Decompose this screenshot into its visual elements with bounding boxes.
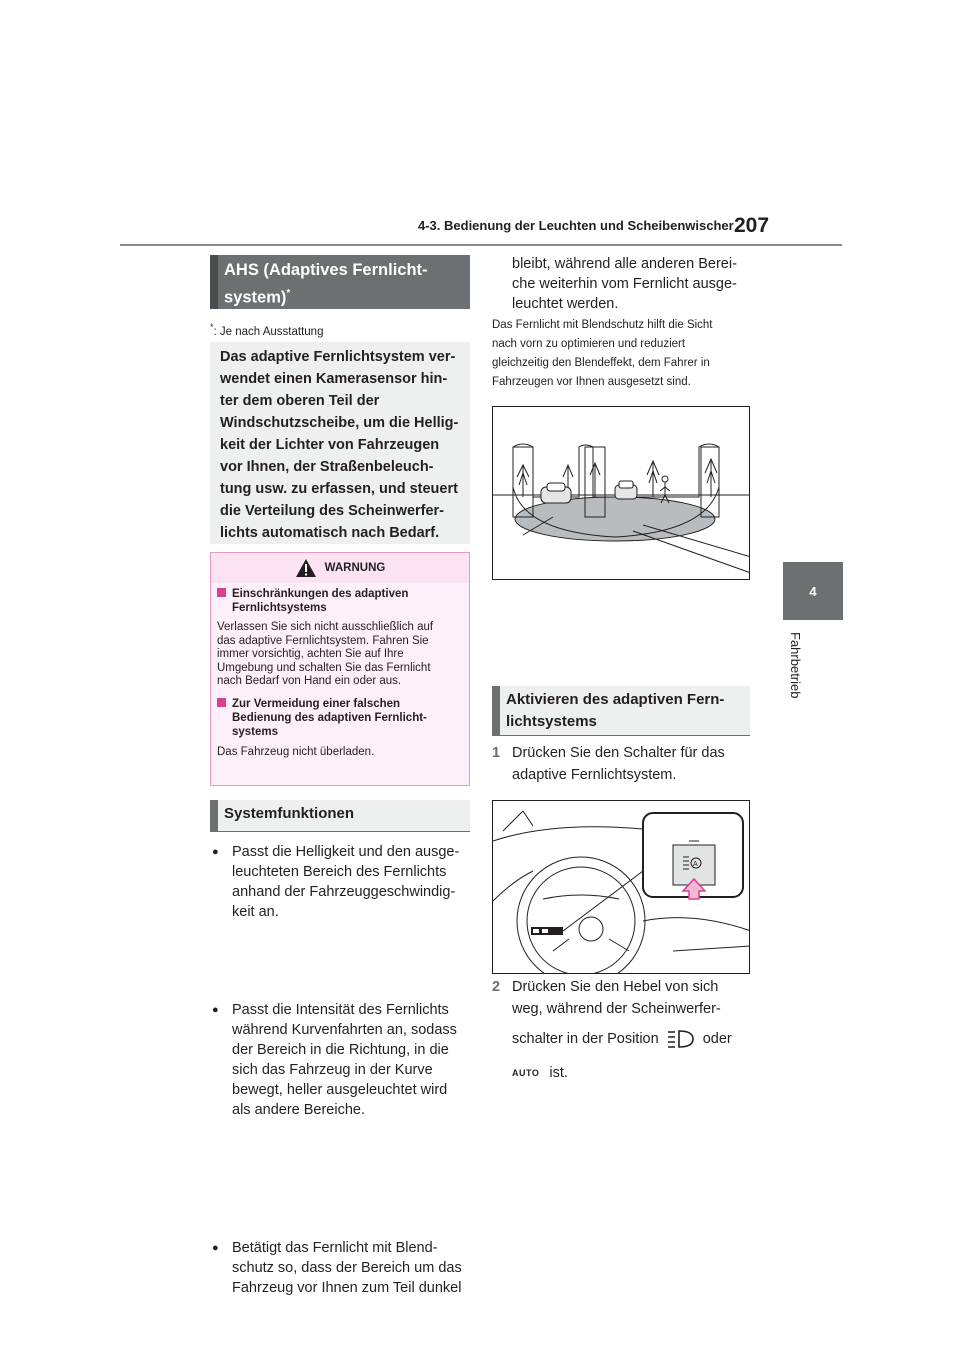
note-line: Das Fernlicht mit Blendschutz hilft die Sicht xyxy=(492,319,713,331)
bullet-line: Fahrzeug vor Ihnen zum Teil dunkel xyxy=(232,1280,462,1296)
system-functions-heading xyxy=(210,800,470,832)
road-scene-drawing xyxy=(493,407,750,580)
intro-line: Windschutzscheibe, um die Hellig- xyxy=(220,415,459,431)
bullet-line: als andere Bereiche. xyxy=(232,1102,365,1118)
antiglare-continuation xyxy=(512,254,762,314)
bullet-line: während Kurvenfahrten an, sodass xyxy=(232,1022,457,1038)
intro-box xyxy=(210,342,470,544)
svg-text:A: A xyxy=(693,861,698,868)
step-text: Drücken Sie den Schalter für das xyxy=(512,745,725,761)
note-line: gleichzeitig den Blendeffekt, dem Fahrer in xyxy=(492,357,710,369)
text-line: bleibt, während alle anderen Berei- xyxy=(512,256,737,272)
warning-bullet-square xyxy=(217,698,226,707)
bullet-antiglare xyxy=(212,1238,490,1298)
bullet-brightness xyxy=(212,842,490,922)
step-1 xyxy=(492,742,757,786)
step-2 xyxy=(492,976,757,1084)
warning-item1-line: nach Bedarf von Hand ein oder aus. xyxy=(217,675,402,687)
step-text-cont: ist. xyxy=(549,1065,568,1081)
warning-item1-title: Einschränkungen des adaptiven xyxy=(232,588,409,600)
note-line: Fahrzeugen vor Ihnen ausgesetzt sind. xyxy=(492,376,691,388)
dashboard-drawing xyxy=(493,801,750,974)
activate-heading xyxy=(492,686,750,736)
bullet-curve xyxy=(212,1000,490,1120)
intro-line: Das adaptive Fernlichtsystem ver- xyxy=(220,349,456,365)
warning-item2-title-cont: Bedienung des adaptiven Fernlicht- xyxy=(232,711,427,724)
bullet-line: bewegt, heller ausgeleuchtet wird xyxy=(232,1082,448,1098)
activate-heading-line1: Aktivieren des adaptiven Fern- xyxy=(506,691,725,708)
intro-line: lichts automatisch nach Bedarf. xyxy=(220,525,440,541)
warning-item2-text: Das Fahrzeug nicht überladen. xyxy=(217,745,375,758)
warning-icon xyxy=(295,558,317,578)
headlight-icon xyxy=(665,1028,697,1050)
intro-line: tung usw. zu erfassen, und steuert xyxy=(220,481,458,497)
step-text-cont: oder xyxy=(702,1031,732,1047)
bullet-line: schutz so, dass der Bereich um das xyxy=(232,1260,462,1276)
intro-line: keit der Lichter von Fahrzeugen xyxy=(220,437,440,453)
note-line: nach vorn zu optimieren und reduziert xyxy=(492,338,686,350)
header-rule xyxy=(120,244,842,246)
bullet-line: sich das Fahrzeug in der Kurve xyxy=(232,1062,433,1078)
switch-illustration xyxy=(492,800,750,974)
bullet-line: der Bereich in die Richtung, in die xyxy=(232,1042,449,1058)
step-text-cont: schalter in der Position xyxy=(512,1031,659,1047)
chapter-label: Fahrbetrieb xyxy=(788,632,803,699)
step-text: Drücken Sie den Hebel von sich xyxy=(512,979,719,995)
running-header-title: 4-3. Bedienung der Leuchten und Scheibenwischer xyxy=(418,218,734,233)
warning-header xyxy=(211,553,469,583)
step-text-cont: weg, während der Scheinwerfer- xyxy=(512,1001,721,1017)
bullet-line: keit an. xyxy=(232,904,279,920)
step-text-cont: adaptive Fernlichtsystem. xyxy=(512,767,677,783)
ahs-heading-line1: AHS (Adaptives Fernlicht- xyxy=(224,261,428,279)
text-line: che weiterhin vom Fernlicht ausge- xyxy=(512,276,737,292)
ahs-heading-star: * xyxy=(286,288,291,299)
footnote-star: * xyxy=(210,322,214,332)
ahs-heading-line2-wrap xyxy=(224,282,470,310)
intro-line: vor Ihnen, der Straßenbeleuch- xyxy=(220,459,434,475)
intro-line: ter dem oberen Teil der xyxy=(220,393,380,409)
warning-item2-title-cont: systems xyxy=(232,725,279,738)
ahs-heading xyxy=(210,255,470,309)
page-number: 207 xyxy=(734,214,770,237)
chapter-tab xyxy=(783,562,843,620)
bullet-line: ● Passt die Helligkeit und den ausge- xyxy=(232,844,460,860)
antiglare-note xyxy=(492,316,757,392)
bullet-line: leuchteten Bereich des Fernlichts xyxy=(232,864,447,880)
system-functions-title: Systemfunktionen xyxy=(224,805,355,822)
step-number: 1 xyxy=(492,745,501,761)
warning-item1-line: Verlassen Sie sich nicht ausschließlich auf xyxy=(217,621,434,633)
bullet-line: anhand der Fahrzeuggeschwindig- xyxy=(232,884,456,900)
bullet-line: ● Betätigt das Fernlicht mit Blend- xyxy=(232,1240,438,1256)
auto-icon: AUTO xyxy=(512,1068,540,1078)
warning-item1-line: das adaptive Fernlichtsystem. Fahren Sie xyxy=(217,634,429,647)
intro-line: wendet einen Kamerasensor hin- xyxy=(220,371,448,387)
warning-box xyxy=(210,552,470,786)
warning-item1-line: Umgebung und schalten Sie das Fernlicht xyxy=(217,661,431,674)
warning-item1-title-cont: Fernlichtsystems xyxy=(232,602,327,614)
footnote xyxy=(210,318,323,342)
chapter-number: 4 xyxy=(809,583,817,599)
warning-bullet-square xyxy=(217,588,226,597)
warning-title: WARNUNG xyxy=(324,562,386,574)
activate-heading-line2: lichtsystems xyxy=(506,713,597,730)
bullet-line: ● Passt die Intensität des Fernlichts xyxy=(232,1002,449,1018)
intro-line: die Verteilung des Scheinwerfer- xyxy=(220,503,445,519)
antiglare-illustration xyxy=(492,406,750,580)
footnote-text: : Je nach Ausstattung xyxy=(213,325,324,338)
ahs-heading-line2: system) xyxy=(224,288,287,307)
warning-item2-title: Zur Vermeidung einer falschen xyxy=(232,697,401,710)
warning-item1-line: immer vorsichtig, achten Sie auf Ihre xyxy=(217,648,404,660)
text-line: leuchtet werden. xyxy=(512,296,619,312)
step-number: 2 xyxy=(492,979,501,995)
